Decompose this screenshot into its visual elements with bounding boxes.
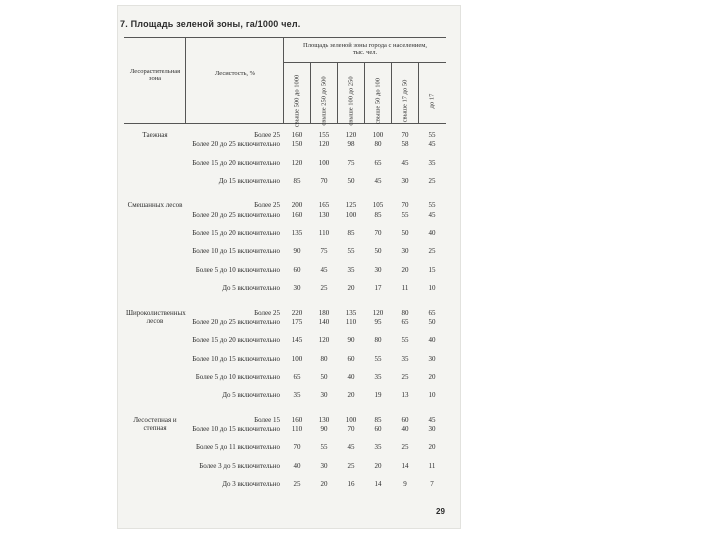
table-cell: 85: [347, 229, 355, 237]
table-cell: 70: [401, 201, 409, 210]
table-cell: 55: [374, 354, 382, 363]
forest-cover-label: Более 15 до 20 включительно: [192, 336, 280, 345]
table-cell: 30: [428, 354, 436, 363]
table-cell: 35: [374, 443, 382, 452]
table-cell: 45: [428, 210, 436, 219]
table-cell: 70: [401, 131, 409, 139]
table-cell: 140: [318, 317, 330, 326]
table-cell: 25: [401, 443, 409, 452]
table-cell: 90: [320, 425, 328, 433]
population-column-header: свыше 250 до 500: [320, 76, 328, 126]
forest-cover-label: Более 3 до 5 включительно: [199, 461, 280, 470]
table-cell: 65: [374, 158, 382, 167]
table-cell: 50: [347, 177, 355, 185]
table-cell: 45: [320, 265, 328, 274]
table-cell: 75: [320, 247, 328, 256]
table-cell: 40: [347, 373, 355, 381]
table-cell: 95: [374, 317, 382, 326]
forest-cover-label: Более 5 до 11 включительно: [196, 443, 280, 452]
table-cell: 19: [374, 391, 382, 400]
table-cell: 45: [374, 177, 382, 185]
table-cell: 120: [318, 336, 330, 345]
table-cell: 50: [374, 247, 382, 256]
table-cell: 45: [401, 158, 409, 167]
table-cell: 17: [374, 284, 382, 293]
population-column-header: свыше 50 до 100: [374, 78, 382, 124]
table-cell: 58: [401, 140, 409, 149]
forest-column-divider: [283, 37, 284, 123]
table-cell: 30: [320, 461, 328, 470]
table-cell: 10: [428, 391, 436, 400]
table-cell: 25: [293, 480, 301, 489]
table-cell: 20: [320, 480, 328, 489]
table-cell: 35: [401, 354, 409, 363]
zone-name: Таежная: [142, 131, 168, 139]
forest-cover-label: Более 25: [254, 308, 280, 317]
forest-cover-label: Более 5 до 10 включительно: [195, 265, 280, 274]
table-cell: 200: [291, 201, 303, 210]
forest-cover-label: Более 25: [254, 201, 280, 210]
table-cell: 100: [291, 354, 303, 363]
table-cell: 60: [347, 354, 355, 363]
table-cell: 55: [401, 210, 409, 219]
table-cell: 30: [401, 177, 409, 185]
zone-name: Широколиственных лесов: [126, 308, 186, 325]
value-column-divider: [391, 62, 392, 123]
table-cell: 150: [291, 140, 303, 149]
forest-cover-label: До 5 включительно: [222, 284, 280, 293]
table-cell: 145: [291, 336, 303, 345]
table-cell: 120: [291, 158, 303, 167]
table-cell: 15: [428, 265, 436, 274]
value-column-divider: [364, 62, 365, 123]
population-header: Площадь зеленой зоны города с населением, тыс. чел.: [303, 42, 427, 56]
table-cell: 130: [318, 210, 330, 219]
table-cell: 55: [401, 336, 409, 345]
table-cell: 50: [401, 229, 409, 237]
table-cell: 90: [347, 336, 355, 345]
table-cell: 100: [345, 415, 357, 424]
population-column-header: свыше 17 до 50: [401, 79, 409, 123]
table-cell: 75: [347, 158, 355, 167]
table-cell: 55: [320, 443, 328, 452]
table-cell: 30: [428, 425, 436, 433]
forest-cover-label: Более 20 до 25 включительно: [192, 317, 280, 326]
table-cell: 13: [401, 391, 409, 400]
table-cell: 60: [374, 425, 382, 433]
table-cell: 180: [318, 308, 330, 317]
table-cell: 80: [374, 336, 382, 345]
table-cell: 25: [320, 284, 328, 293]
table-cell: 105: [372, 201, 384, 210]
table-cell: 160: [291, 131, 303, 139]
table-cell: 16: [347, 480, 355, 489]
value-column-divider: [418, 62, 419, 123]
table-cell: 160: [291, 210, 303, 219]
table-cell: 55: [347, 247, 355, 256]
table-cell: 135: [291, 229, 303, 237]
forest-cover-label: До 5 включительно: [222, 391, 280, 400]
table-cell: 35: [293, 391, 301, 400]
table-cell: 25: [428, 177, 436, 185]
table-cell: 35: [374, 373, 382, 381]
table-cell: 85: [374, 210, 382, 219]
table-cell: 35: [347, 265, 355, 274]
table-cell: 10: [428, 284, 436, 293]
forest-cover-label: Более 10 до 15 включительно: [192, 247, 280, 256]
table-cell: 7: [430, 480, 434, 489]
table-cell: 130: [318, 415, 330, 424]
table-cell: 100: [345, 210, 357, 219]
population-column-header: до 17: [428, 93, 436, 109]
table-cell: 55: [428, 201, 436, 210]
table-cell: 60: [401, 415, 409, 424]
forest-cover-label: Более 10 до 15 включительно: [192, 354, 280, 363]
table-cell: 70: [347, 425, 355, 433]
table-cell: 30: [293, 284, 301, 293]
table-cell: 30: [320, 391, 328, 400]
table-cell: 50: [428, 317, 436, 326]
table-cell: 80: [401, 308, 409, 317]
table-cell: 155: [318, 131, 330, 139]
table-cell: 50: [320, 373, 328, 381]
page-number: 29: [436, 507, 445, 516]
table-cell: 45: [428, 415, 436, 424]
table-cell: 20: [428, 373, 436, 381]
table-cell: 160: [291, 415, 303, 424]
forest-cover-label: Более 25: [254, 131, 280, 139]
table-cell: 40: [428, 336, 436, 345]
zone-column-divider: [185, 37, 186, 123]
forest-cover-label: Более 20 до 25 включительно: [192, 210, 280, 219]
table-cell: 30: [401, 247, 409, 256]
table-title: 7. Площадь зеленой зоны, га/1000 чел.: [120, 19, 301, 29]
table-cell: 220: [291, 308, 303, 317]
table-cell: 135: [345, 308, 357, 317]
table-cell: 70: [374, 229, 382, 237]
table-cell: 110: [345, 317, 357, 326]
table-cell: 60: [293, 265, 301, 274]
forest-cover-label: До 15 включительно: [218, 177, 280, 185]
table-cell: 11: [401, 284, 409, 293]
table-cell: 85: [374, 415, 382, 424]
header-top-rule: [124, 37, 446, 38]
forest-column-header: Лесистость, %: [214, 70, 256, 77]
table-cell: 110: [291, 425, 303, 433]
table-cell: 45: [347, 443, 355, 452]
table-cell: 40: [428, 229, 436, 237]
table-cell: 85: [293, 177, 301, 185]
table-cell: 55: [428, 131, 436, 139]
population-column-header: свыше 100 до 250: [347, 76, 355, 126]
table-cell: 25: [401, 373, 409, 381]
table-cell: 11: [428, 461, 436, 470]
table-cell: 175: [291, 317, 303, 326]
forest-cover-label: Более 15 до 20 включительно: [192, 158, 280, 167]
table-cell: 120: [345, 131, 357, 139]
zone-name: Смешанных лесов: [127, 201, 183, 210]
table-cell: 20: [347, 391, 355, 400]
forest-cover-label: Более 10 до 15 включительно: [192, 425, 280, 433]
table-cell: 9: [403, 480, 407, 489]
table-cell: 40: [401, 425, 409, 433]
forest-cover-label: Более 20 до 25 включительно: [192, 140, 280, 149]
table-cell: 70: [293, 443, 301, 452]
forest-cover-label: До 3 включительно: [222, 480, 280, 489]
zone-name: Лесостепная и степная: [133, 415, 177, 432]
table-cell: 110: [318, 229, 330, 237]
table-cell: 65: [293, 373, 301, 381]
table-cell: 20: [374, 461, 382, 470]
table-cell: 20: [401, 265, 409, 274]
table-cell: 100: [372, 131, 384, 139]
table-cell: 30: [374, 265, 382, 274]
table-cell: 25: [347, 461, 355, 470]
table-cell: 165: [318, 201, 330, 210]
table-cell: 100: [318, 158, 330, 167]
forest-cover-label: Более 15: [254, 415, 280, 424]
zone-column-header: Лесорастительная зона: [129, 68, 181, 82]
table-cell: 120: [372, 308, 384, 317]
table-cell: 65: [401, 317, 409, 326]
table-cell: 20: [347, 284, 355, 293]
table-cell: 20: [428, 443, 436, 452]
table-cell: 25: [428, 247, 436, 256]
table-cell: 14: [401, 461, 409, 470]
table-cell: 35: [428, 158, 436, 167]
population-column-header: свыше 500 до 1000: [293, 74, 301, 128]
table-cell: 70: [320, 177, 328, 185]
forest-cover-label: Более 5 до 10 включительно: [195, 373, 280, 381]
value-column-divider: [337, 62, 338, 123]
table-cell: 65: [428, 308, 436, 317]
table-cell: 90: [293, 247, 301, 256]
table-cell: 14: [374, 480, 382, 489]
table-cell: 80: [320, 354, 328, 363]
table-cell: 80: [374, 140, 382, 149]
table-cell: 125: [345, 201, 357, 210]
table-cell: 120: [318, 140, 330, 149]
table-cell: 45: [428, 140, 436, 149]
table-cell: 40: [293, 461, 301, 470]
value-column-divider: [310, 62, 311, 123]
table-cell: 98: [347, 140, 355, 149]
forest-cover-label: Более 15 до 20 включительно: [192, 229, 280, 237]
